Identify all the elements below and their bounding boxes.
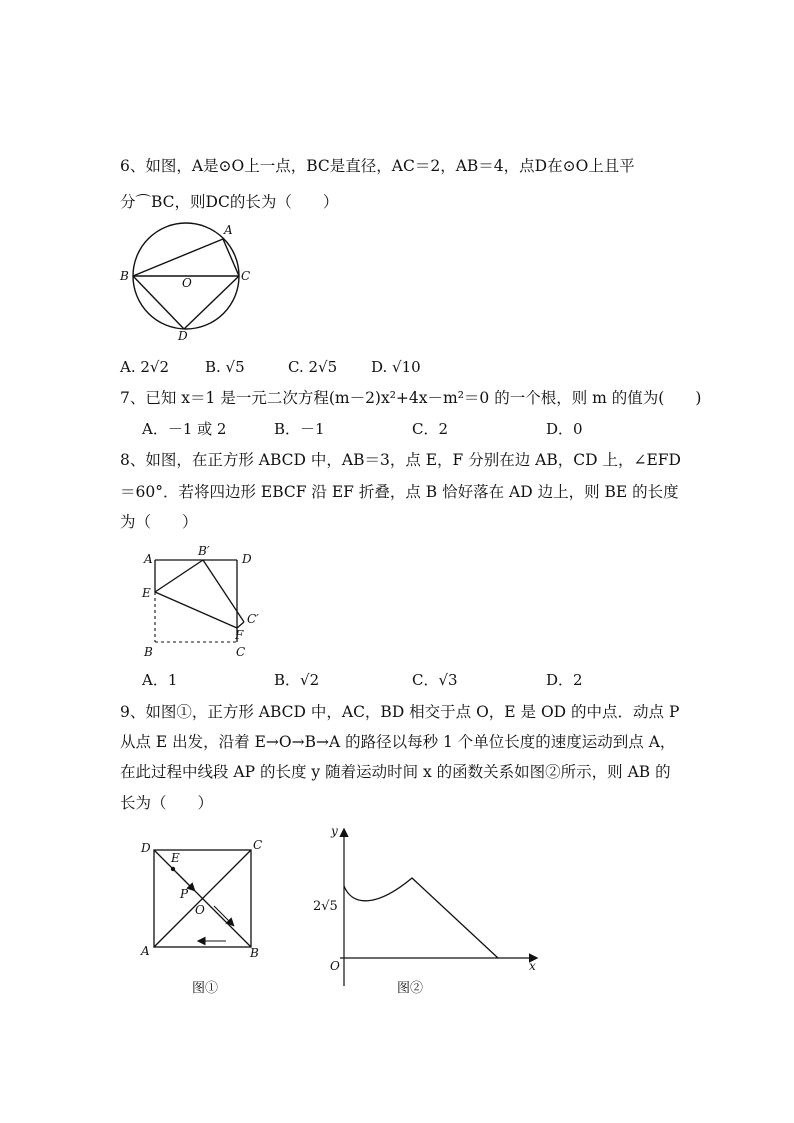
edge-eb-prime bbox=[155, 560, 203, 592]
q7-option-d[interactable]: D．0 bbox=[546, 420, 583, 438]
label-a: A bbox=[144, 552, 153, 566]
q7-option-a[interactable]: A．－1 或 2 bbox=[142, 420, 227, 438]
edge-bprime-cprime bbox=[203, 560, 244, 622]
x-axis-label: x bbox=[529, 959, 536, 973]
q6-option-c[interactable]: C. 2√5 bbox=[288, 358, 338, 376]
q8-option-b[interactable]: B．√2 bbox=[274, 671, 320, 689]
label-o: O bbox=[195, 903, 205, 917]
label-f: F bbox=[235, 628, 244, 642]
label-c: C bbox=[241, 269, 251, 283]
q9-stem-line1: 9、如图①，正方形 ABCD 中，AC，BD 相交于点 O，E 是 OD 的中点．动点 P bbox=[120, 703, 680, 721]
q7-option-b[interactable]: B．－1 bbox=[274, 420, 325, 438]
chord-ba bbox=[133, 239, 223, 276]
label-b: B bbox=[250, 946, 259, 960]
q6-stem-line1: 6、如图，A是⊙O上一点，BC是直径，AC＝2，AB＝4，点D在⊙O上且平 bbox=[120, 157, 635, 175]
figure-1-caption: 图① bbox=[192, 981, 219, 996]
q8-stem-line2: ＝60°．若将四边形 EBCF 沿 EF 折叠，点 B 恰好落在 AD 边上，则 BE 的长度 bbox=[120, 483, 679, 501]
q9-stem-line3: 在此过程中线段 AP 的长度 y 随着运动时间 x 的函数关系如图②所示，则 AB 的 bbox=[120, 763, 671, 781]
label-d: D bbox=[178, 329, 188, 343]
label-cprime: C′ bbox=[247, 612, 259, 626]
label-bprime: B′ bbox=[198, 544, 210, 558]
function-curve bbox=[344, 878, 498, 958]
q8-option-d[interactable]: D．2 bbox=[546, 671, 583, 689]
label-c: C bbox=[253, 838, 263, 852]
q7-stem: 7、已知 x＝1 是一元二次方程(m－2)x²+4x－m²＝0 的一个根，则 m 的值为( ) bbox=[120, 389, 702, 407]
chord-dc bbox=[184, 276, 239, 329]
q6-stem-line2: 分⌒BC，则DC的长为（ ） bbox=[120, 193, 339, 211]
q8-square-fold-figure bbox=[140, 542, 270, 662]
label-e: E bbox=[142, 586, 151, 600]
label-a: A bbox=[224, 223, 233, 237]
y-tick-label: 2√5 bbox=[313, 899, 338, 914]
q8-stem-line1: 8、如图，在正方形 ABCD 中，AB＝3，点 E，F 分别在边 AB，CD 上，∠EFD bbox=[120, 451, 681, 469]
label-c: C bbox=[236, 645, 246, 659]
fold-ef bbox=[155, 592, 237, 628]
point-e bbox=[171, 867, 175, 871]
label-o: O bbox=[182, 276, 192, 290]
label-b: B bbox=[120, 269, 129, 283]
label-d: D bbox=[242, 552, 252, 566]
q9-figure-1-square bbox=[136, 834, 276, 1004]
label-a: A bbox=[141, 944, 150, 958]
q8-option-a[interactable]: A．1 bbox=[142, 671, 178, 689]
path-arrow-o-to-b bbox=[214, 906, 233, 925]
label-p: P bbox=[180, 887, 189, 901]
q9-stem-line2: 从点 E 出发，沿着 E→O→B→A 的路径以每秒 1 个单位长度的速度运动到点 A， bbox=[120, 733, 676, 751]
q6-option-d[interactable]: D. √10 bbox=[371, 358, 421, 376]
q6-circle-figure bbox=[112, 222, 262, 344]
origin-label: O bbox=[330, 959, 340, 973]
label-e: E bbox=[171, 851, 180, 865]
q6-option-a[interactable]: A. 2√2 bbox=[120, 358, 170, 376]
q8-option-c[interactable]: C．√3 bbox=[412, 671, 458, 689]
y-axis-label: y bbox=[331, 824, 338, 838]
q6-option-b[interactable]: B. √5 bbox=[205, 358, 245, 376]
q9-stem-line4: 长为（ ） bbox=[120, 794, 214, 812]
q9-figure-2-graph bbox=[300, 820, 550, 1004]
chord-ac bbox=[223, 239, 239, 276]
figure-2-caption: 图② bbox=[397, 981, 424, 996]
q8-stem-line3: 为（ ） bbox=[120, 513, 198, 531]
label-b: B bbox=[144, 645, 153, 659]
label-d: D bbox=[141, 841, 151, 855]
q7-option-c[interactable]: C．2 bbox=[412, 420, 449, 438]
